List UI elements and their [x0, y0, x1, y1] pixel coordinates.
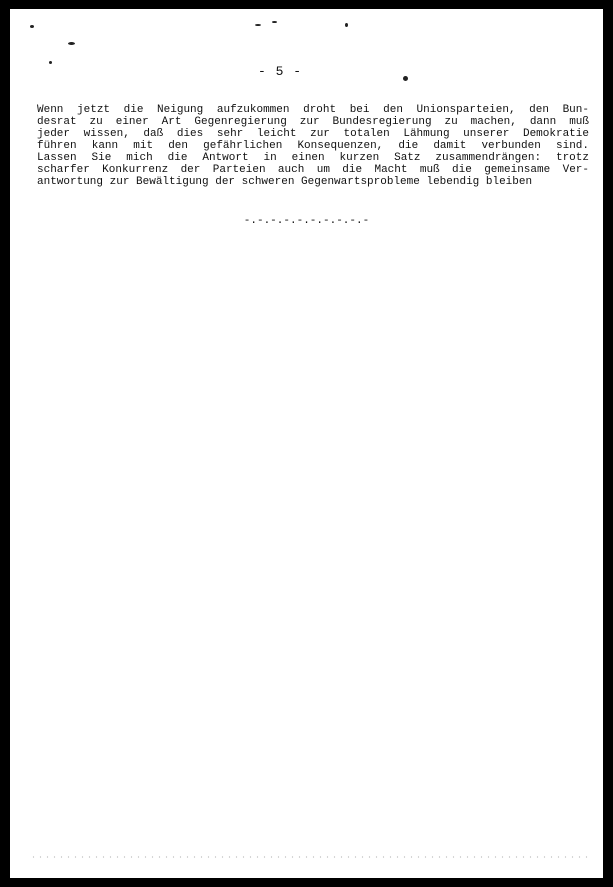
- paragraph-line: scharfer Konkurrenz der Parteien auch um die Macht muß die gemeinsame Ver-: [37, 164, 589, 176]
- scan-speck: [272, 21, 277, 23]
- scan-speck: [68, 42, 75, 45]
- paragraph-line: Lassen Sie mich die Antwort in einen kurzen Satz zusammendrängen: trotz: [37, 152, 589, 164]
- scan-speck: [255, 24, 261, 26]
- paragraph-line: jeder wissen, daß dies sehr leicht zur totalen Lähmung unserer Demokratie: [37, 128, 589, 140]
- paragraph-line: antwortung zur Bewältigung der schweren Gegenwartsprobleme lebendig bleiben: [37, 176, 533, 188]
- scan-speck: [30, 25, 34, 28]
- body-paragraph: [37, 104, 589, 188]
- document-page: [10, 9, 603, 878]
- paragraph-line: desrat zu einer Art Gegenregierung zur Bundesregierung zu machen, dann muß: [37, 116, 589, 128]
- section-separator: -.-.-.-.-.-.-.-.-.-: [243, 215, 370, 227]
- page-number: - 5 -: [257, 64, 302, 79]
- scan-speck: [403, 76, 408, 81]
- scan-speck: [49, 61, 52, 64]
- scan-speck: [345, 23, 348, 27]
- scan-noise: [30, 854, 590, 860]
- paragraph-line: Wenn jetzt die Neigung aufzukommen droht bei den Unionsparteien, den Bun-: [37, 104, 589, 116]
- paragraph-line: führen kann mit den gefährlichen Konsequenzen, die damit verbunden sind.: [37, 140, 589, 152]
